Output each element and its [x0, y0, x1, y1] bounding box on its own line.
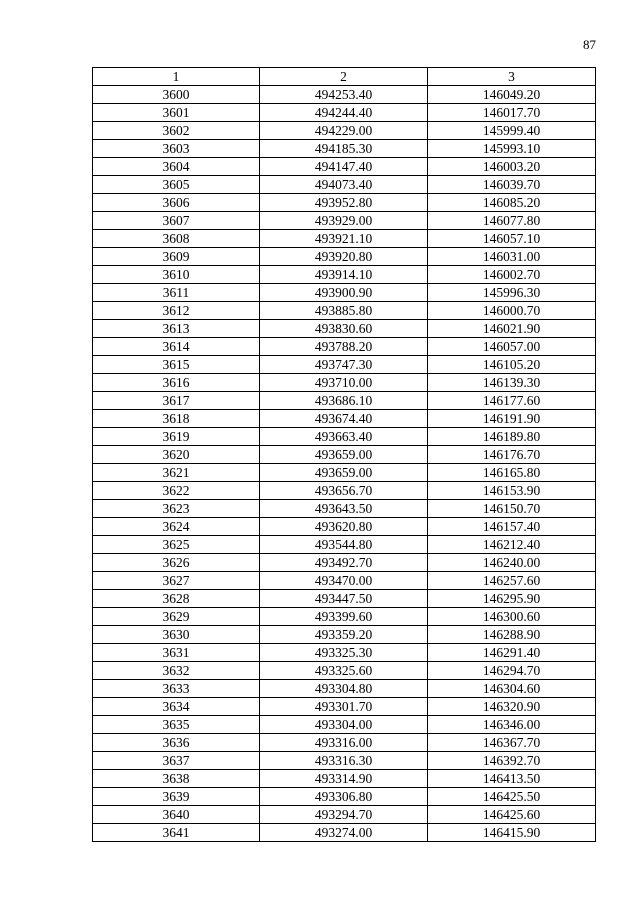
column-header: 3 — [428, 68, 596, 86]
x-coordinate-cell: 494253.40 — [260, 86, 428, 104]
point-number-cell: 3611 — [93, 284, 260, 302]
x-coordinate-cell: 493929.00 — [260, 212, 428, 230]
x-coordinate-cell: 493399.60 — [260, 608, 428, 626]
point-number-cell: 3605 — [93, 176, 260, 194]
x-coordinate-cell: 493885.80 — [260, 302, 428, 320]
point-number-cell: 3603 — [93, 140, 260, 158]
y-coordinate-cell: 146304.60 — [428, 680, 596, 698]
point-number-cell: 3625 — [93, 536, 260, 554]
point-number-cell: 3635 — [93, 716, 260, 734]
y-coordinate-cell: 146177.60 — [428, 392, 596, 410]
y-coordinate-cell: 145996.30 — [428, 284, 596, 302]
column-header: 2 — [260, 68, 428, 86]
point-number-cell: 3641 — [93, 824, 260, 842]
x-coordinate-cell: 493359.20 — [260, 626, 428, 644]
table-row — [93, 320, 596, 338]
y-coordinate-cell: 146003.20 — [428, 158, 596, 176]
x-coordinate-cell: 493314.90 — [260, 770, 428, 788]
point-number-cell: 3627 — [93, 572, 260, 590]
point-number-cell: 3607 — [93, 212, 260, 230]
table-row — [93, 356, 596, 374]
point-number-cell: 3634 — [93, 698, 260, 716]
x-coordinate-cell: 493663.40 — [260, 428, 428, 446]
y-coordinate-cell: 146425.60 — [428, 806, 596, 824]
x-coordinate-cell: 493788.20 — [260, 338, 428, 356]
table-row — [93, 194, 596, 212]
y-coordinate-cell: 146176.70 — [428, 446, 596, 464]
table-row — [93, 590, 596, 608]
y-coordinate-cell: 146077.80 — [428, 212, 596, 230]
table-row — [93, 410, 596, 428]
table-row — [93, 716, 596, 734]
x-coordinate-cell: 493325.60 — [260, 662, 428, 680]
point-number-cell: 3616 — [93, 374, 260, 392]
y-coordinate-cell: 146085.20 — [428, 194, 596, 212]
x-coordinate-cell: 494073.40 — [260, 176, 428, 194]
y-coordinate-cell: 146288.90 — [428, 626, 596, 644]
table-row — [93, 626, 596, 644]
table-row — [93, 482, 596, 500]
point-number-cell: 3619 — [93, 428, 260, 446]
point-number-cell: 3633 — [93, 680, 260, 698]
y-coordinate-cell: 146415.90 — [428, 824, 596, 842]
x-coordinate-cell: 493659.00 — [260, 464, 428, 482]
y-coordinate-cell: 146320.90 — [428, 698, 596, 716]
table-row — [93, 266, 596, 284]
table-row — [93, 806, 596, 824]
point-number-cell: 3612 — [93, 302, 260, 320]
table-row — [93, 428, 596, 446]
y-coordinate-cell: 146240.00 — [428, 554, 596, 572]
table-row — [93, 644, 596, 662]
table-row — [93, 662, 596, 680]
x-coordinate-cell: 493316.00 — [260, 734, 428, 752]
y-coordinate-cell: 146057.00 — [428, 338, 596, 356]
y-coordinate-cell: 146392.70 — [428, 752, 596, 770]
point-number-cell: 3610 — [93, 266, 260, 284]
x-coordinate-cell: 493316.30 — [260, 752, 428, 770]
table-row — [93, 158, 596, 176]
point-number-cell: 3614 — [93, 338, 260, 356]
point-number-cell: 3630 — [93, 626, 260, 644]
point-number-cell: 3620 — [93, 446, 260, 464]
table-row — [93, 374, 596, 392]
point-number-cell: 3617 — [93, 392, 260, 410]
table-row — [93, 104, 596, 122]
x-coordinate-cell: 493900.90 — [260, 284, 428, 302]
table-row — [93, 302, 596, 320]
x-coordinate-cell: 493470.00 — [260, 572, 428, 590]
y-coordinate-cell: 146002.70 — [428, 266, 596, 284]
column-header: 1 — [93, 68, 260, 86]
y-coordinate-cell: 146165.80 — [428, 464, 596, 482]
y-coordinate-cell: 146413.50 — [428, 770, 596, 788]
point-number-cell: 3624 — [93, 518, 260, 536]
table-row — [93, 536, 596, 554]
point-number-cell: 3608 — [93, 230, 260, 248]
table-row — [93, 608, 596, 626]
x-coordinate-cell: 493830.60 — [260, 320, 428, 338]
y-coordinate-cell: 146346.00 — [428, 716, 596, 734]
table-row — [93, 464, 596, 482]
table-row — [93, 554, 596, 572]
point-number-cell: 3604 — [93, 158, 260, 176]
point-number-cell: 3632 — [93, 662, 260, 680]
table-body — [93, 86, 596, 842]
point-number-cell: 3639 — [93, 788, 260, 806]
y-coordinate-cell: 146189.80 — [428, 428, 596, 446]
point-number-cell: 3638 — [93, 770, 260, 788]
point-number-cell: 3623 — [93, 500, 260, 518]
table-row — [93, 212, 596, 230]
point-number-cell: 3601 — [93, 104, 260, 122]
x-coordinate-cell: 493659.00 — [260, 446, 428, 464]
x-coordinate-cell: 493674.40 — [260, 410, 428, 428]
point-number-cell: 3629 — [93, 608, 260, 626]
table-row — [93, 230, 596, 248]
table-header-row — [93, 68, 596, 86]
y-coordinate-cell: 145999.40 — [428, 122, 596, 140]
point-number-cell: 3621 — [93, 464, 260, 482]
y-coordinate-cell: 146057.10 — [428, 230, 596, 248]
point-number-cell: 3613 — [93, 320, 260, 338]
table-row — [93, 500, 596, 518]
y-coordinate-cell: 145993.10 — [428, 140, 596, 158]
point-number-cell: 3618 — [93, 410, 260, 428]
table-row — [93, 140, 596, 158]
point-number-cell: 3622 — [93, 482, 260, 500]
x-coordinate-cell: 493952.80 — [260, 194, 428, 212]
table-row — [93, 338, 596, 356]
y-coordinate-cell: 146021.90 — [428, 320, 596, 338]
x-coordinate-cell: 493306.80 — [260, 788, 428, 806]
y-coordinate-cell: 146157.40 — [428, 518, 596, 536]
point-number-cell: 3636 — [93, 734, 260, 752]
point-number-cell: 3628 — [93, 590, 260, 608]
table-row — [93, 698, 596, 716]
y-coordinate-cell: 146295.90 — [428, 590, 596, 608]
y-coordinate-cell: 146212.40 — [428, 536, 596, 554]
point-number-cell: 3615 — [93, 356, 260, 374]
x-coordinate-cell: 493643.50 — [260, 500, 428, 518]
table-row — [93, 752, 596, 770]
y-coordinate-cell: 146257.60 — [428, 572, 596, 590]
table-row — [93, 824, 596, 842]
y-coordinate-cell: 146000.70 — [428, 302, 596, 320]
y-coordinate-cell: 146039.70 — [428, 176, 596, 194]
point-number-cell: 3609 — [93, 248, 260, 266]
y-coordinate-cell: 146017.70 — [428, 104, 596, 122]
x-coordinate-cell: 493294.70 — [260, 806, 428, 824]
x-coordinate-cell: 494229.00 — [260, 122, 428, 140]
y-coordinate-cell: 146105.20 — [428, 356, 596, 374]
table-row — [93, 392, 596, 410]
x-coordinate-cell: 493914.10 — [260, 266, 428, 284]
x-coordinate-cell: 493710.00 — [260, 374, 428, 392]
y-coordinate-cell: 146291.40 — [428, 644, 596, 662]
x-coordinate-cell: 493920.80 — [260, 248, 428, 266]
y-coordinate-cell: 146150.70 — [428, 500, 596, 518]
point-number-cell: 3637 — [93, 752, 260, 770]
point-number-cell: 3640 — [93, 806, 260, 824]
table-row — [93, 248, 596, 266]
x-coordinate-cell: 493686.10 — [260, 392, 428, 410]
x-coordinate-cell: 493304.00 — [260, 716, 428, 734]
table-row — [93, 518, 596, 536]
x-coordinate-cell: 493747.30 — [260, 356, 428, 374]
x-coordinate-cell: 493544.80 — [260, 536, 428, 554]
x-coordinate-cell: 493620.80 — [260, 518, 428, 536]
x-coordinate-cell: 493447.50 — [260, 590, 428, 608]
coordinates-table — [92, 67, 596, 842]
y-coordinate-cell: 146294.70 — [428, 662, 596, 680]
table-row — [93, 572, 596, 590]
point-number-cell: 3606 — [93, 194, 260, 212]
x-coordinate-cell: 493492.70 — [260, 554, 428, 572]
table-row — [93, 680, 596, 698]
table-row — [93, 122, 596, 140]
y-coordinate-cell: 146031.00 — [428, 248, 596, 266]
table-row — [93, 86, 596, 104]
y-coordinate-cell: 146049.20 — [428, 86, 596, 104]
x-coordinate-cell: 493301.70 — [260, 698, 428, 716]
x-coordinate-cell: 493274.00 — [260, 824, 428, 842]
x-coordinate-cell: 494147.40 — [260, 158, 428, 176]
point-number-cell: 3626 — [93, 554, 260, 572]
point-number-cell: 3631 — [93, 644, 260, 662]
table-row — [93, 788, 596, 806]
y-coordinate-cell: 146139.30 — [428, 374, 596, 392]
point-number-cell: 3602 — [93, 122, 260, 140]
x-coordinate-cell: 494244.40 — [260, 104, 428, 122]
table-row — [93, 770, 596, 788]
table-row — [93, 446, 596, 464]
table-row — [93, 284, 596, 302]
table-row — [93, 176, 596, 194]
y-coordinate-cell: 146300.60 — [428, 608, 596, 626]
point-number-cell: 3600 — [93, 86, 260, 104]
x-coordinate-cell: 494185.30 — [260, 140, 428, 158]
y-coordinate-cell: 146367.70 — [428, 734, 596, 752]
x-coordinate-cell: 493304.80 — [260, 680, 428, 698]
x-coordinate-cell: 493921.10 — [260, 230, 428, 248]
page-number: 87 — [583, 37, 596, 52]
x-coordinate-cell: 493656.70 — [260, 482, 428, 500]
table-row — [93, 734, 596, 752]
y-coordinate-cell: 146191.90 — [428, 410, 596, 428]
y-coordinate-cell: 146153.90 — [428, 482, 596, 500]
y-coordinate-cell: 146425.50 — [428, 788, 596, 806]
x-coordinate-cell: 493325.30 — [260, 644, 428, 662]
